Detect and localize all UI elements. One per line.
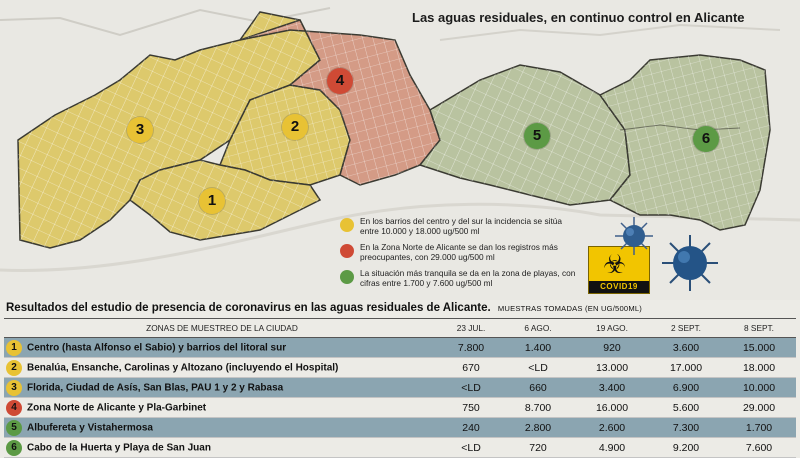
column-header-6-ago: 6 AGO. xyxy=(502,319,574,338)
zone-cell xyxy=(4,338,440,358)
value-cell: <LD xyxy=(502,358,574,378)
table-row xyxy=(4,338,796,358)
value-cell: 13.000 xyxy=(574,358,650,378)
value-cell: 1.700 xyxy=(722,418,796,438)
zone-number-badge: 2 xyxy=(6,360,22,376)
value-cell: 18.000 xyxy=(722,358,796,378)
legend-text: En los barrios del centro y del sur la incidencia se sitúa entre 10.000 y 18.000 ug/500 ml xyxy=(360,216,562,236)
table-row xyxy=(4,418,796,438)
results-title xyxy=(6,302,642,314)
table-row xyxy=(4,358,796,378)
column-header-19-ago: 19 AGO. xyxy=(574,319,650,338)
value-cell: 750 xyxy=(440,398,502,418)
value-cell: 2.800 xyxy=(502,418,574,438)
results-unit: MUESTRAS TOMADAS (EN UG/500ML) xyxy=(497,304,642,313)
column-header-2-sept: 2 SEPT. xyxy=(650,319,722,338)
value-cell: <LD xyxy=(440,378,502,398)
value-cell: 920 xyxy=(574,338,650,358)
value-cell: 2.600 xyxy=(574,418,650,438)
value-cell: 3.600 xyxy=(650,338,722,358)
legend-item-yellow xyxy=(340,216,580,236)
zone-name: Cabo de la Huerta y Playa de San Juan xyxy=(27,442,211,454)
map-title: Las aguas residuales, en continuo control en Alicante xyxy=(412,10,745,25)
table-header-row xyxy=(4,319,796,338)
results-table xyxy=(4,318,796,458)
covid-label: COVID19 xyxy=(589,281,649,293)
value-cell: 8.700 xyxy=(502,398,574,418)
value-cell: 6.900 xyxy=(650,378,722,398)
value-cell: 720 xyxy=(502,438,574,458)
value-cell: 3.400 xyxy=(574,378,650,398)
value-cell: 7.800 xyxy=(440,338,502,358)
zone-marker-5: 5 xyxy=(524,123,550,149)
zone-marker-4: 4 xyxy=(327,68,353,94)
zone-number-badge: 4 xyxy=(6,400,22,416)
value-cell: 7.600 xyxy=(722,438,796,458)
zone-cell xyxy=(4,398,440,418)
legend-item-green xyxy=(340,268,580,288)
zone-number-badge: 3 xyxy=(6,380,22,396)
value-cell: 7.300 xyxy=(650,418,722,438)
value-cell: 16.000 xyxy=(574,398,650,418)
zone-marker-2: 2 xyxy=(282,114,308,140)
zone-number-badge: 5 xyxy=(6,420,22,436)
results-title-text: Resultados del estudio de presencia de coronavirus en las aguas residuales de Alicante. xyxy=(6,302,491,314)
value-cell: 15.000 xyxy=(722,338,796,358)
zone-number-badge: 6 xyxy=(6,440,22,456)
legend-text: En la Zona Norte de Alicante se dan los registros más preocupantes, con 29.000 ug/500 ml xyxy=(360,242,558,262)
zone-name: Florida, Ciudad de Asís, San Blas, PAU 1 y 2 y Rabasa xyxy=(27,382,284,394)
legend-dot-green xyxy=(340,270,354,284)
zone-cell xyxy=(4,378,440,398)
table-row xyxy=(4,438,796,458)
legend-dot-red xyxy=(340,244,354,258)
column-header-8-sept: 8 SEPT. xyxy=(722,319,796,338)
zone-cell xyxy=(4,438,440,458)
value-cell: 670 xyxy=(440,358,502,378)
column-header-zone: ZONAS DE MUESTREO DE LA CIUDAD xyxy=(4,319,440,338)
zone-marker-1: 1 xyxy=(199,188,225,214)
map-legend xyxy=(340,216,580,294)
legend-item-red xyxy=(340,242,580,262)
zone-name: Albufereta y Vistahermosa xyxy=(27,422,153,434)
legend-text: La situación más tranquila se da en la zona de playas, con cifras entre 1.700 y 7.600 ug/500 ml xyxy=(360,268,576,288)
value-cell: 5.600 xyxy=(650,398,722,418)
zone-cell xyxy=(4,418,440,438)
value-cell: 240 xyxy=(440,418,502,438)
legend-dot-yellow xyxy=(340,218,354,232)
value-cell: 1.400 xyxy=(502,338,574,358)
table-row xyxy=(4,398,796,418)
value-cell: 17.000 xyxy=(650,358,722,378)
column-header-23-jul: 23 JUL. xyxy=(440,319,502,338)
value-cell: 29.000 xyxy=(722,398,796,418)
value-cell: 4.900 xyxy=(574,438,650,458)
zone-name: Centro (hasta Alfonso el Sabio) y barrios del litoral sur xyxy=(27,342,287,354)
zone-marker-6: 6 xyxy=(693,126,719,152)
biohazard-icon: ☣ xyxy=(603,249,627,279)
value-cell: <LD xyxy=(440,438,502,458)
value-cell: 660 xyxy=(502,378,574,398)
zone-name: Benalúa, Ensanche, Carolinas y Altozano (incluyendo el Hospital) xyxy=(27,362,339,374)
value-cell: 10.000 xyxy=(722,378,796,398)
zone-number-badge: 1 xyxy=(6,340,22,356)
zone-name: Zona Norte de Alicante y Pla-Garbinet xyxy=(27,402,207,414)
value-cell: 9.200 xyxy=(650,438,722,458)
zone-marker-3: 3 xyxy=(127,117,153,143)
zone-cell xyxy=(4,358,440,378)
virus-icon xyxy=(654,232,726,294)
table-row xyxy=(4,378,796,398)
